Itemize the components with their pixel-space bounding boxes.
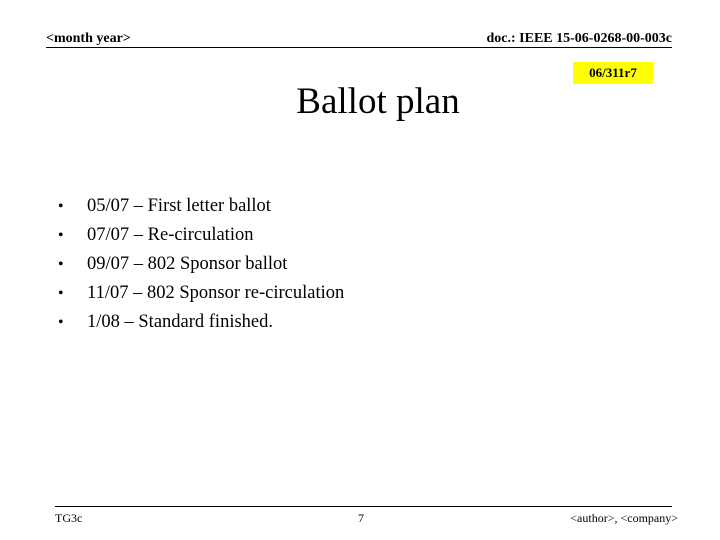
doc-revision-tag: 06/311r7 xyxy=(573,62,653,84)
page-number: 7 xyxy=(358,511,364,525)
list-item xyxy=(58,250,344,279)
list-item xyxy=(58,279,344,308)
list-item xyxy=(58,308,344,337)
bullet-icon: • xyxy=(58,256,64,273)
slide-title: Ballot plan xyxy=(296,81,460,122)
list-item xyxy=(58,192,344,221)
bullet-icon: • xyxy=(58,285,64,302)
list-item-text: 05/07 – First letter ballot xyxy=(87,196,271,216)
list-item-text: 11/07 – 802 Sponsor re-circulation xyxy=(87,283,345,303)
header-doc-id: doc.: IEEE 15-06-0268-00-003c xyxy=(486,31,672,46)
list-item xyxy=(58,221,344,250)
list-item-text: 09/07 – 802 Sponsor ballot xyxy=(87,254,288,274)
bullet-icon: • xyxy=(58,314,64,331)
footer-divider xyxy=(55,506,672,507)
list-item-text: 07/07 – Re-circulation xyxy=(87,225,254,245)
footer-author: <author>, <company> xyxy=(570,511,678,525)
header-divider xyxy=(46,47,672,48)
footer-group: TG3c xyxy=(55,511,83,525)
bullet-list xyxy=(58,192,344,337)
list-item-text: 1/08 – Standard finished. xyxy=(87,312,274,332)
header-date: <month year> xyxy=(46,31,131,46)
bullet-icon: • xyxy=(58,198,64,215)
bullet-icon: • xyxy=(58,227,64,244)
